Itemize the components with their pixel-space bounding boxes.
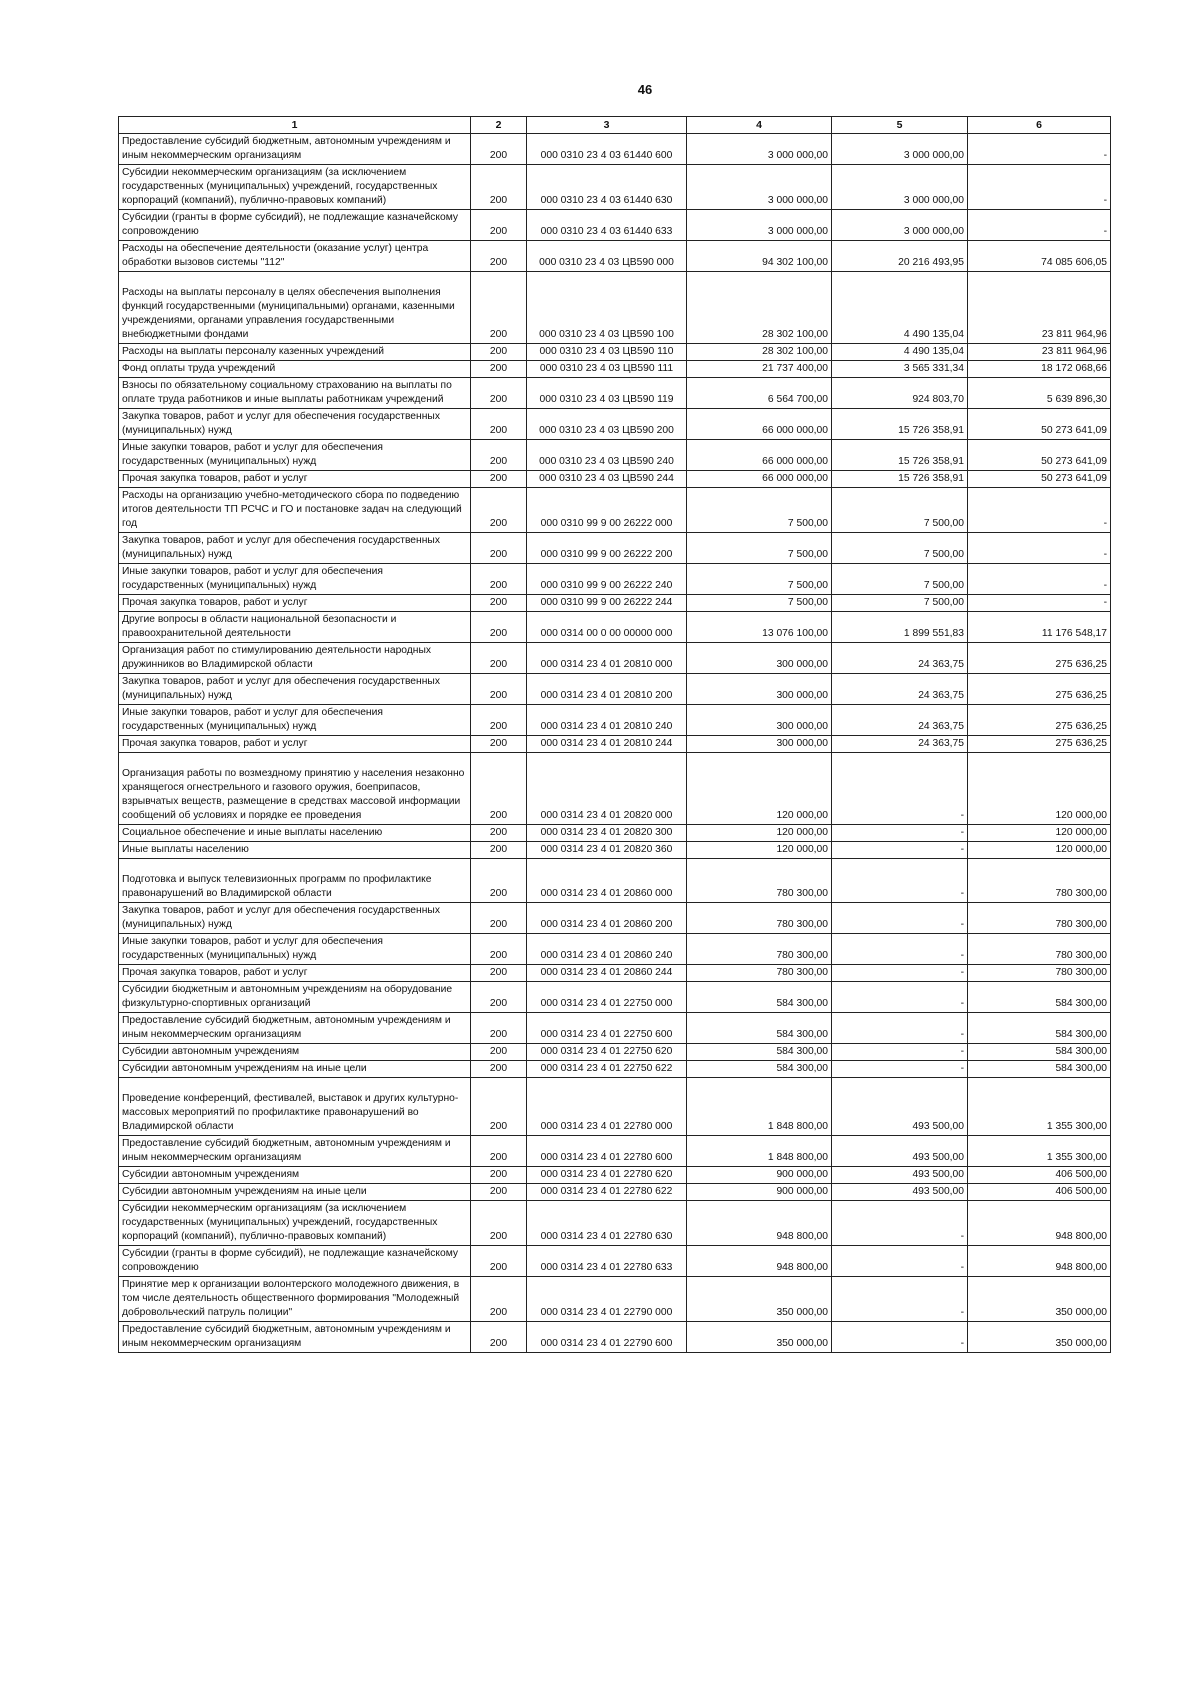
line-code: 200	[471, 134, 527, 165]
expense-name: Организация работы по возмездному принятию у населения незаконно хранящегося огнестрельного и газового оружия, боеприпасов, взрывчатых веществ, размещение в средствах массовой информации сообщений об условиях и порядке ее проведения	[119, 753, 471, 825]
executed-amount: -	[832, 842, 968, 859]
classification-code: 000 0314 23 4 01 22780 620	[527, 1167, 687, 1184]
executed-amount: -	[832, 1277, 968, 1322]
executed-amount: 15 726 358,91	[832, 440, 968, 471]
approved-amount: 900 000,00	[687, 1184, 832, 1201]
remaining-amount: 120 000,00	[968, 753, 1111, 825]
executed-amount: -	[832, 934, 968, 965]
table-row	[119, 564, 1111, 595]
remaining-amount: 23 811 964,96	[968, 272, 1111, 344]
expense-name: Принятие мер к организации волонтерского молодежного движения, в том числе деятельность общественного формирования "Молодежный добровольческий патруль полиции"	[119, 1277, 471, 1322]
table-row	[119, 825, 1111, 842]
executed-amount: 493 500,00	[832, 1078, 968, 1136]
approved-amount: 300 000,00	[687, 705, 832, 736]
line-code: 200	[471, 982, 527, 1013]
line-code: 200	[471, 378, 527, 409]
expense-name: Субсидии некоммерческим организациям (за исключением государственных (муниципальных) учреждений, государственных корпораций (компаний), публично-правовых компаний)	[119, 1201, 471, 1246]
expense-name: Фонд оплаты труда учреждений	[119, 361, 471, 378]
expense-name: Расходы на выплаты персоналу в целях обеспечения выполнения функций государственными (муниципальными) органами, казенными учреждениями, органами управления государственными внебюджетными фондами	[119, 272, 471, 344]
table-row	[119, 674, 1111, 705]
executed-amount: -	[832, 965, 968, 982]
expense-name: Иные закупки товаров, работ и услуг для обеспечения государственных (муниципальных) нужд	[119, 934, 471, 965]
executed-amount: -	[832, 1201, 968, 1246]
remaining-amount: 584 300,00	[968, 1044, 1111, 1061]
remaining-amount: 780 300,00	[968, 934, 1111, 965]
line-code: 200	[471, 903, 527, 934]
table-row	[119, 753, 1111, 825]
classification-code: 000 0314 23 4 01 20820 300	[527, 825, 687, 842]
approved-amount: 584 300,00	[687, 982, 832, 1013]
line-code: 200	[471, 736, 527, 753]
table-row	[119, 1061, 1111, 1078]
executed-amount: -	[832, 1061, 968, 1078]
table-row	[119, 134, 1111, 165]
remaining-amount: 275 636,25	[968, 736, 1111, 753]
classification-code: 000 0314 23 4 01 20810 000	[527, 643, 687, 674]
approved-amount: 120 000,00	[687, 825, 832, 842]
table-row	[119, 1322, 1111, 1353]
executed-amount: 15 726 358,91	[832, 471, 968, 488]
classification-code: 000 0310 23 4 03 ЦВ590 119	[527, 378, 687, 409]
approved-amount: 780 300,00	[687, 859, 832, 903]
remaining-amount: 74 085 606,05	[968, 241, 1111, 272]
approved-amount: 7 500,00	[687, 564, 832, 595]
classification-code: 000 0310 23 4 03 ЦВ590 100	[527, 272, 687, 344]
expense-name: Подготовка и выпуск телевизионных программ по профилактике правонарушений во Владимирской области	[119, 859, 471, 903]
executed-amount: 7 500,00	[832, 564, 968, 595]
table-row	[119, 612, 1111, 643]
executed-amount: 3 565 331,34	[832, 361, 968, 378]
line-code: 200	[471, 344, 527, 361]
table-row	[119, 903, 1111, 934]
expense-name: Предоставление субсидий бюджетным, автономным учреждениям и иным некоммерческим организациям	[119, 1322, 471, 1353]
remaining-amount: -	[968, 595, 1111, 612]
approved-amount: 28 302 100,00	[687, 344, 832, 361]
table-row	[119, 1167, 1111, 1184]
line-code: 200	[471, 859, 527, 903]
approved-amount: 66 000 000,00	[687, 409, 832, 440]
expense-name: Закупка товаров, работ и услуг для обеспечения государственных (муниципальных) нужд	[119, 674, 471, 705]
table-row	[119, 643, 1111, 674]
classification-code: 000 0310 23 4 03 ЦВ590 240	[527, 440, 687, 471]
column-header-4: 4	[687, 117, 832, 134]
expense-name: Прочая закупка товаров, работ и услуг	[119, 965, 471, 982]
approved-amount: 3 000 000,00	[687, 210, 832, 241]
line-code: 200	[471, 1078, 527, 1136]
classification-code: 000 0314 23 4 01 22750 620	[527, 1044, 687, 1061]
classification-code: 000 0310 99 9 00 26222 244	[527, 595, 687, 612]
column-header-6: 6	[968, 117, 1111, 134]
remaining-amount: -	[968, 533, 1111, 564]
table-row	[119, 1078, 1111, 1136]
line-code: 200	[471, 674, 527, 705]
line-code: 200	[471, 409, 527, 440]
column-header-1: 1	[119, 117, 471, 134]
approved-amount: 584 300,00	[687, 1061, 832, 1078]
column-header-5: 5	[832, 117, 968, 134]
expense-name: Субсидии (гранты в форме субсидий), не подлежащие казначейскому сопровождению	[119, 210, 471, 241]
line-code: 200	[471, 1136, 527, 1167]
executed-amount: 7 500,00	[832, 533, 968, 564]
approved-amount: 1 848 800,00	[687, 1136, 832, 1167]
table-row	[119, 1246, 1111, 1277]
classification-code: 000 0310 99 9 00 26222 240	[527, 564, 687, 595]
table-row	[119, 1184, 1111, 1201]
executed-amount: -	[832, 1044, 968, 1061]
classification-code: 000 0310 23 4 03 61440 600	[527, 134, 687, 165]
line-code: 200	[471, 1277, 527, 1322]
remaining-amount: 275 636,25	[968, 674, 1111, 705]
approved-amount: 7 500,00	[687, 595, 832, 612]
remaining-amount: 584 300,00	[968, 1013, 1111, 1044]
page-number: 46	[637, 82, 653, 97]
approved-amount: 300 000,00	[687, 736, 832, 753]
expense-name: Иные закупки товаров, работ и услуг для обеспечения государственных (муниципальных) нужд	[119, 564, 471, 595]
expense-name: Иные закупки товаров, работ и услуг для обеспечения государственных (муниципальных) нужд	[119, 440, 471, 471]
line-code: 200	[471, 595, 527, 612]
expense-name: Закупка товаров, работ и услуг для обеспечения государственных (муниципальных) нужд	[119, 533, 471, 564]
executed-amount: 3 000 000,00	[832, 210, 968, 241]
remaining-amount: 120 000,00	[968, 842, 1111, 859]
expense-name: Расходы на организацию учебно-методического сбора по подведению итогов деятельности ТП РСЧС и ГО и постановке задач на следующий год	[119, 488, 471, 533]
remaining-amount: 275 636,25	[968, 705, 1111, 736]
table-row	[119, 982, 1111, 1013]
expense-name: Субсидии автономным учреждениям на иные цели	[119, 1184, 471, 1201]
remaining-amount: 780 300,00	[968, 965, 1111, 982]
expense-name: Субсидии некоммерческим организациям (за исключением государственных (муниципальных) учреждений, государственных корпораций (компаний), публично-правовых компаний)	[119, 165, 471, 210]
approved-amount: 300 000,00	[687, 674, 832, 705]
remaining-amount: 406 500,00	[968, 1184, 1111, 1201]
line-code: 200	[471, 210, 527, 241]
remaining-amount: 948 800,00	[968, 1246, 1111, 1277]
remaining-amount: 584 300,00	[968, 1061, 1111, 1078]
table-row	[119, 361, 1111, 378]
approved-amount: 300 000,00	[687, 643, 832, 674]
line-code: 200	[471, 842, 527, 859]
classification-code: 000 0314 23 4 01 22750 622	[527, 1061, 687, 1078]
executed-amount: 24 363,75	[832, 643, 968, 674]
column-header-2: 2	[471, 117, 527, 134]
classification-code: 000 0314 23 4 01 22790 600	[527, 1322, 687, 1353]
executed-amount: 1 899 551,83	[832, 612, 968, 643]
approved-amount: 28 302 100,00	[687, 272, 832, 344]
approved-amount: 7 500,00	[687, 488, 832, 533]
expense-name: Социальное обеспечение и иные выплаты населению	[119, 825, 471, 842]
table-row	[119, 440, 1111, 471]
approved-amount: 120 000,00	[687, 842, 832, 859]
line-code: 200	[471, 825, 527, 842]
remaining-amount: -	[968, 210, 1111, 241]
approved-amount: 3 000 000,00	[687, 165, 832, 210]
expense-name: Субсидии автономным учреждениям на иные цели	[119, 1061, 471, 1078]
table-row	[119, 165, 1111, 210]
approved-amount: 780 300,00	[687, 903, 832, 934]
line-code: 200	[471, 1201, 527, 1246]
executed-amount: -	[832, 753, 968, 825]
table-row	[119, 471, 1111, 488]
classification-code: 000 0314 23 4 01 22780 630	[527, 1201, 687, 1246]
expense-name: Прочая закупка товаров, работ и услуг	[119, 471, 471, 488]
line-code: 200	[471, 1013, 527, 1044]
executed-amount: 7 500,00	[832, 595, 968, 612]
table-row	[119, 842, 1111, 859]
classification-code: 000 0314 23 4 01 20810 244	[527, 736, 687, 753]
table-row	[119, 934, 1111, 965]
table-row	[119, 859, 1111, 903]
classification-code: 000 0314 23 4 01 20860 000	[527, 859, 687, 903]
table-row	[119, 409, 1111, 440]
table-row	[119, 1136, 1111, 1167]
remaining-amount: 350 000,00	[968, 1322, 1111, 1353]
executed-amount: 4 490 135,04	[832, 344, 968, 361]
remaining-amount: 1 355 300,00	[968, 1078, 1111, 1136]
line-code: 200	[471, 488, 527, 533]
classification-code: 000 0310 23 4 03 61440 630	[527, 165, 687, 210]
approved-amount: 21 737 400,00	[687, 361, 832, 378]
remaining-amount: -	[968, 488, 1111, 533]
remaining-amount: 584 300,00	[968, 982, 1111, 1013]
approved-amount: 7 500,00	[687, 533, 832, 564]
approved-amount: 66 000 000,00	[687, 471, 832, 488]
column-header-3: 3	[527, 117, 687, 134]
approved-amount: 900 000,00	[687, 1167, 832, 1184]
approved-amount: 13 076 100,00	[687, 612, 832, 643]
classification-code: 000 0314 23 4 01 22780 600	[527, 1136, 687, 1167]
expense-name: Субсидии автономным учреждениям	[119, 1044, 471, 1061]
line-code: 200	[471, 1184, 527, 1201]
remaining-amount: 50 273 641,09	[968, 440, 1111, 471]
table-row	[119, 488, 1111, 533]
remaining-amount: 11 176 548,17	[968, 612, 1111, 643]
remaining-amount: 5 639 896,30	[968, 378, 1111, 409]
expense-name: Субсидии бюджетным и автономным учреждениям на оборудование физкультурно-спортивных организаций	[119, 982, 471, 1013]
remaining-amount: 948 800,00	[968, 1201, 1111, 1246]
budget-execution-table	[118, 116, 1111, 1353]
executed-amount: 493 500,00	[832, 1184, 968, 1201]
expense-name: Предоставление субсидий бюджетным, автономным учреждениям и иным некоммерческим организациям	[119, 1013, 471, 1044]
remaining-amount: -	[968, 564, 1111, 595]
classification-code: 000 0310 23 4 03 ЦВ590 200	[527, 409, 687, 440]
executed-amount: 3 000 000,00	[832, 165, 968, 210]
remaining-amount: -	[968, 165, 1111, 210]
classification-code: 000 0314 23 4 01 20860 240	[527, 934, 687, 965]
line-code: 200	[471, 241, 527, 272]
classification-code: 000 0314 23 4 01 22750 600	[527, 1013, 687, 1044]
table-row	[119, 1044, 1111, 1061]
classification-code: 000 0314 23 4 01 22780 633	[527, 1246, 687, 1277]
approved-amount: 66 000 000,00	[687, 440, 832, 471]
executed-amount: -	[832, 859, 968, 903]
line-code: 200	[471, 1246, 527, 1277]
expense-name: Расходы на обеспечение деятельности (оказание услуг) центра обработки вызовов системы "112"	[119, 241, 471, 272]
remaining-amount: 50 273 641,09	[968, 471, 1111, 488]
executed-amount: 493 500,00	[832, 1167, 968, 1184]
remaining-amount: 350 000,00	[968, 1277, 1111, 1322]
remaining-amount: 780 300,00	[968, 903, 1111, 934]
executed-amount: 493 500,00	[832, 1136, 968, 1167]
approved-amount: 584 300,00	[687, 1044, 832, 1061]
approved-amount: 584 300,00	[687, 1013, 832, 1044]
approved-amount: 780 300,00	[687, 934, 832, 965]
executed-amount: 24 363,75	[832, 674, 968, 705]
line-code: 200	[471, 440, 527, 471]
executed-amount: 4 490 135,04	[832, 272, 968, 344]
line-code: 200	[471, 1044, 527, 1061]
classification-code: 000 0310 23 4 03 ЦВ590 110	[527, 344, 687, 361]
classification-code: 000 0310 23 4 03 ЦВ590 244	[527, 471, 687, 488]
table-body	[119, 134, 1111, 1353]
executed-amount: -	[832, 982, 968, 1013]
remaining-amount: 275 636,25	[968, 643, 1111, 674]
line-code: 200	[471, 361, 527, 378]
line-code: 200	[471, 643, 527, 674]
line-code: 200	[471, 564, 527, 595]
expense-name: Закупка товаров, работ и услуг для обеспечения государственных (муниципальных) нужд	[119, 903, 471, 934]
expense-name: Проведение конференций, фестивалей, выставок и других культурно-массовых мероприятий по профилактике правонарушений во Владимирской области	[119, 1078, 471, 1136]
expense-name: Организация работ по стимулированию деятельности народных дружинников во Владимирской области	[119, 643, 471, 674]
classification-code: 000 0314 23 4 01 22750 000	[527, 982, 687, 1013]
approved-amount: 3 000 000,00	[687, 134, 832, 165]
expense-name: Прочая закупка товаров, работ и услуг	[119, 736, 471, 753]
expense-name: Предоставление субсидий бюджетным, автономным учреждениям и иным некоммерческим организациям	[119, 134, 471, 165]
expense-name: Другие вопросы в области национальной безопасности и правоохранительной деятельности	[119, 612, 471, 643]
remaining-amount: -	[968, 134, 1111, 165]
table-row	[119, 595, 1111, 612]
executed-amount: -	[832, 1246, 968, 1277]
classification-code: 000 0314 23 4 01 20860 200	[527, 903, 687, 934]
expense-name: Закупка товаров, работ и услуг для обеспечения государственных (муниципальных) нужд	[119, 409, 471, 440]
expense-name: Субсидии (гранты в форме субсидий), не подлежащие казначейскому сопровождению	[119, 1246, 471, 1277]
remaining-amount: 18 172 068,66	[968, 361, 1111, 378]
expense-name: Прочая закупка товаров, работ и услуг	[119, 595, 471, 612]
expense-name: Взносы по обязательному социальному страхованию на выплаты по оплате труда работников и иные выплаты работникам учреждений	[119, 378, 471, 409]
table-row	[119, 210, 1111, 241]
executed-amount: 24 363,75	[832, 705, 968, 736]
remaining-amount: 120 000,00	[968, 825, 1111, 842]
table-row	[119, 1013, 1111, 1044]
table-row	[119, 1201, 1111, 1246]
line-code: 200	[471, 705, 527, 736]
line-code: 200	[471, 934, 527, 965]
remaining-amount: 23 811 964,96	[968, 344, 1111, 361]
executed-amount: -	[832, 825, 968, 842]
classification-code: 000 0310 99 9 00 26222 200	[527, 533, 687, 564]
line-code: 200	[471, 471, 527, 488]
executed-amount: 3 000 000,00	[832, 134, 968, 165]
table-row	[119, 241, 1111, 272]
classification-code: 000 0314 23 4 01 22780 000	[527, 1078, 687, 1136]
approved-amount: 780 300,00	[687, 965, 832, 982]
table-row	[119, 705, 1111, 736]
executed-amount: 15 726 358,91	[832, 409, 968, 440]
line-code: 200	[471, 165, 527, 210]
line-code: 200	[471, 612, 527, 643]
classification-code: 000 0310 23 4 03 61440 633	[527, 210, 687, 241]
executed-amount: -	[832, 1322, 968, 1353]
approved-amount: 948 800,00	[687, 1246, 832, 1277]
line-code: 200	[471, 533, 527, 564]
executed-amount: 7 500,00	[832, 488, 968, 533]
approved-amount: 1 848 800,00	[687, 1078, 832, 1136]
line-code: 200	[471, 965, 527, 982]
expense-name: Иные выплаты населению	[119, 842, 471, 859]
remaining-amount: 780 300,00	[968, 859, 1111, 903]
classification-code: 000 0314 23 4 01 22780 622	[527, 1184, 687, 1201]
classification-code: 000 0314 23 4 01 20810 200	[527, 674, 687, 705]
executed-amount: 24 363,75	[832, 736, 968, 753]
table-header-row	[119, 117, 1111, 134]
remaining-amount: 50 273 641,09	[968, 409, 1111, 440]
approved-amount: 350 000,00	[687, 1322, 832, 1353]
classification-code: 000 0314 23 4 01 20820 360	[527, 842, 687, 859]
table-row	[119, 378, 1111, 409]
table-row	[119, 736, 1111, 753]
approved-amount: 94 302 100,00	[687, 241, 832, 272]
executed-amount: -	[832, 1013, 968, 1044]
line-code: 200	[471, 1322, 527, 1353]
table-row	[119, 344, 1111, 361]
expense-name: Иные закупки товаров, работ и услуг для обеспечения государственных (муниципальных) нужд	[119, 705, 471, 736]
line-code: 200	[471, 272, 527, 344]
classification-code: 000 0314 23 4 01 20810 240	[527, 705, 687, 736]
classification-code: 000 0314 00 0 00 00000 000	[527, 612, 687, 643]
classification-code: 000 0310 99 9 00 26222 000	[527, 488, 687, 533]
line-code: 200	[471, 1061, 527, 1078]
approved-amount: 120 000,00	[687, 753, 832, 825]
table-row	[119, 272, 1111, 344]
table-row	[119, 1277, 1111, 1322]
executed-amount: -	[832, 903, 968, 934]
executed-amount: 924 803,70	[832, 378, 968, 409]
expense-name: Расходы на выплаты персоналу казенных учреждений	[119, 344, 471, 361]
executed-amount: 20 216 493,95	[832, 241, 968, 272]
table-row	[119, 533, 1111, 564]
approved-amount: 6 564 700,00	[687, 378, 832, 409]
remaining-amount: 406 500,00	[968, 1167, 1111, 1184]
classification-code: 000 0310 23 4 03 ЦВ590 000	[527, 241, 687, 272]
classification-code: 000 0314 23 4 01 20860 244	[527, 965, 687, 982]
approved-amount: 350 000,00	[687, 1277, 832, 1322]
classification-code: 000 0314 23 4 01 22790 000	[527, 1277, 687, 1322]
expense-name: Предоставление субсидий бюджетным, автономным учреждениям и иным некоммерческим организациям	[119, 1136, 471, 1167]
line-code: 200	[471, 1167, 527, 1184]
line-code: 200	[471, 753, 527, 825]
classification-code: 000 0314 23 4 01 20820 000	[527, 753, 687, 825]
approved-amount: 948 800,00	[687, 1201, 832, 1246]
expense-name: Субсидии автономным учреждениям	[119, 1167, 471, 1184]
classification-code: 000 0310 23 4 03 ЦВ590 111	[527, 361, 687, 378]
table-row	[119, 965, 1111, 982]
remaining-amount: 1 355 300,00	[968, 1136, 1111, 1167]
